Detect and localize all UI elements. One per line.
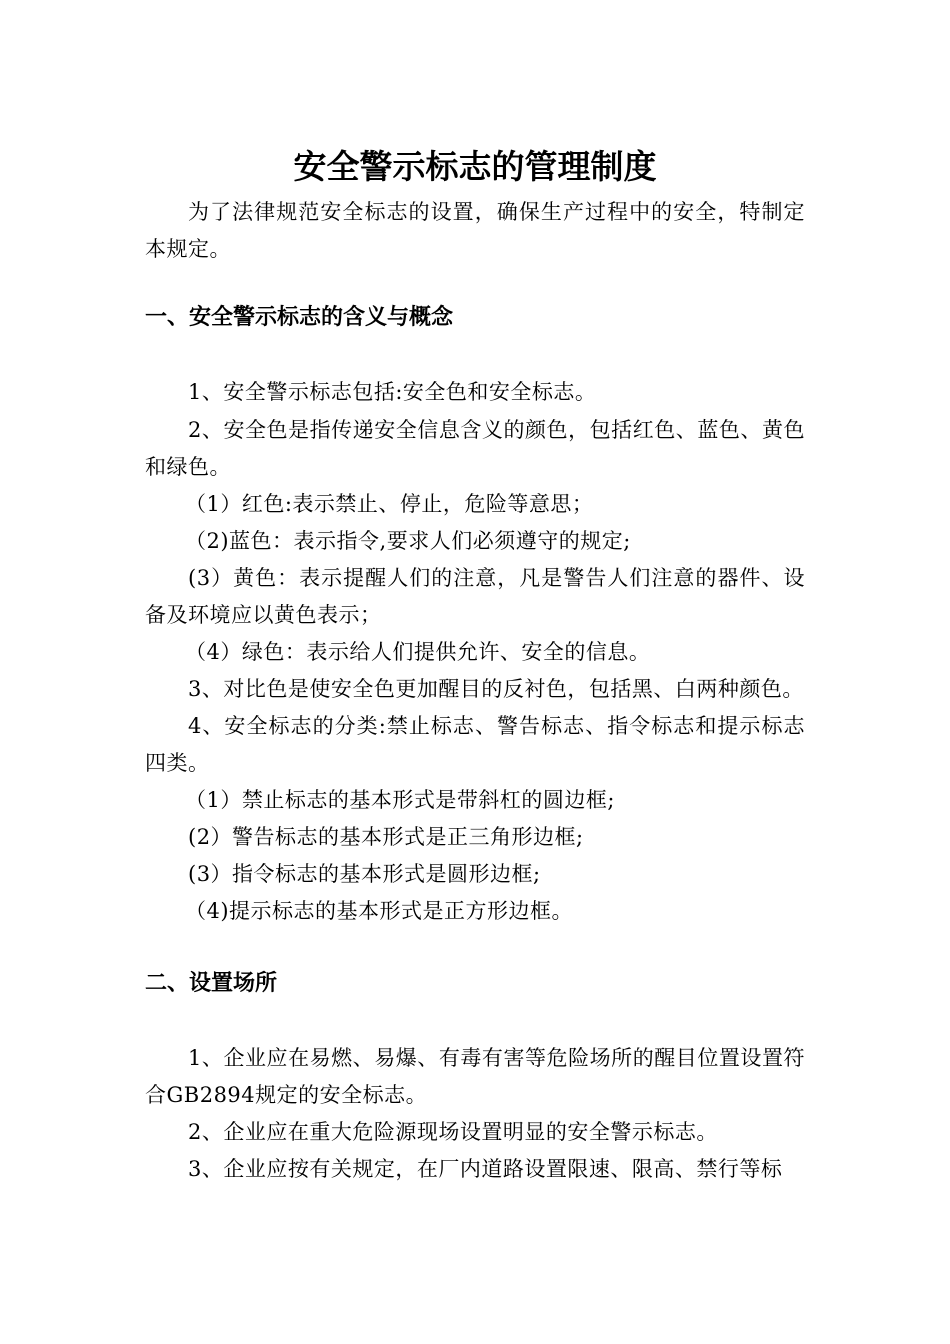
- color-red-item: （1）红色:表示禁止、停止，危险等意思；: [185, 492, 594, 516]
- color-blue-item: （2)蓝色：表示指令,要求人们必须遵守的规定;: [185, 529, 631, 553]
- intro-paragraph: 为了法律规范安全标志的设置，确保生产过程中的安全，特制定本规定。: [145, 200, 805, 261]
- section2-item-3: 3、企业应按有关规定，在厂内道路设置限速、限高、禁行等标: [188, 1157, 783, 1181]
- sign-prohibition-item: （1）禁止标志的基本形式是带斜杠的圆边框;: [185, 788, 615, 812]
- color-yellow-item: (3）黄色：表示提醒人们的注意，凡是警告人们注意的器件、设备及环境应以黄色表示；: [145, 566, 805, 627]
- section1-item-4: 4、安全标志的分类:禁止标志、警告标志、指令标志和提示标志四类。: [145, 714, 805, 775]
- document-title: 安全警示标志的管理制度: [293, 147, 657, 186]
- section1-item-3: 3、对比色是使安全色更加醒目的反衬色，包括黑、白两种颜色。: [188, 677, 804, 701]
- color-green-item: （4）绿色：表示给人们提供允许、安全的信息。: [185, 640, 651, 664]
- section2-heading: 二、设置场所: [145, 971, 278, 996]
- sign-information-item: （4)提示标志的基本形式是正方形边框。: [185, 899, 574, 923]
- section1-heading: 一、安全警示标志的含义与概念: [145, 305, 454, 330]
- section2-item-1: 1、企业应在易燃、易爆、有毒有害等危险场所的醒目位置设置符合GB2894规定的安全标志。: [145, 1046, 805, 1107]
- sign-mandatory-item: (3）指令标志的基本形式是圆形边框;: [188, 862, 541, 886]
- section1-item-1: 1、安全警示标志包括:安全色和安全标志。: [188, 380, 597, 404]
- sign-warning-item: (2）警告标志的基本形式是正三角形边框;: [188, 825, 584, 849]
- section1-item-2: 2、安全色是指传递安全信息含义的颜色，包括红色、蓝色、黄色和绿色。: [145, 418, 805, 479]
- section2-item-2: 2、企业应在重大危险源现场设置明显的安全警示标志。: [188, 1120, 718, 1144]
